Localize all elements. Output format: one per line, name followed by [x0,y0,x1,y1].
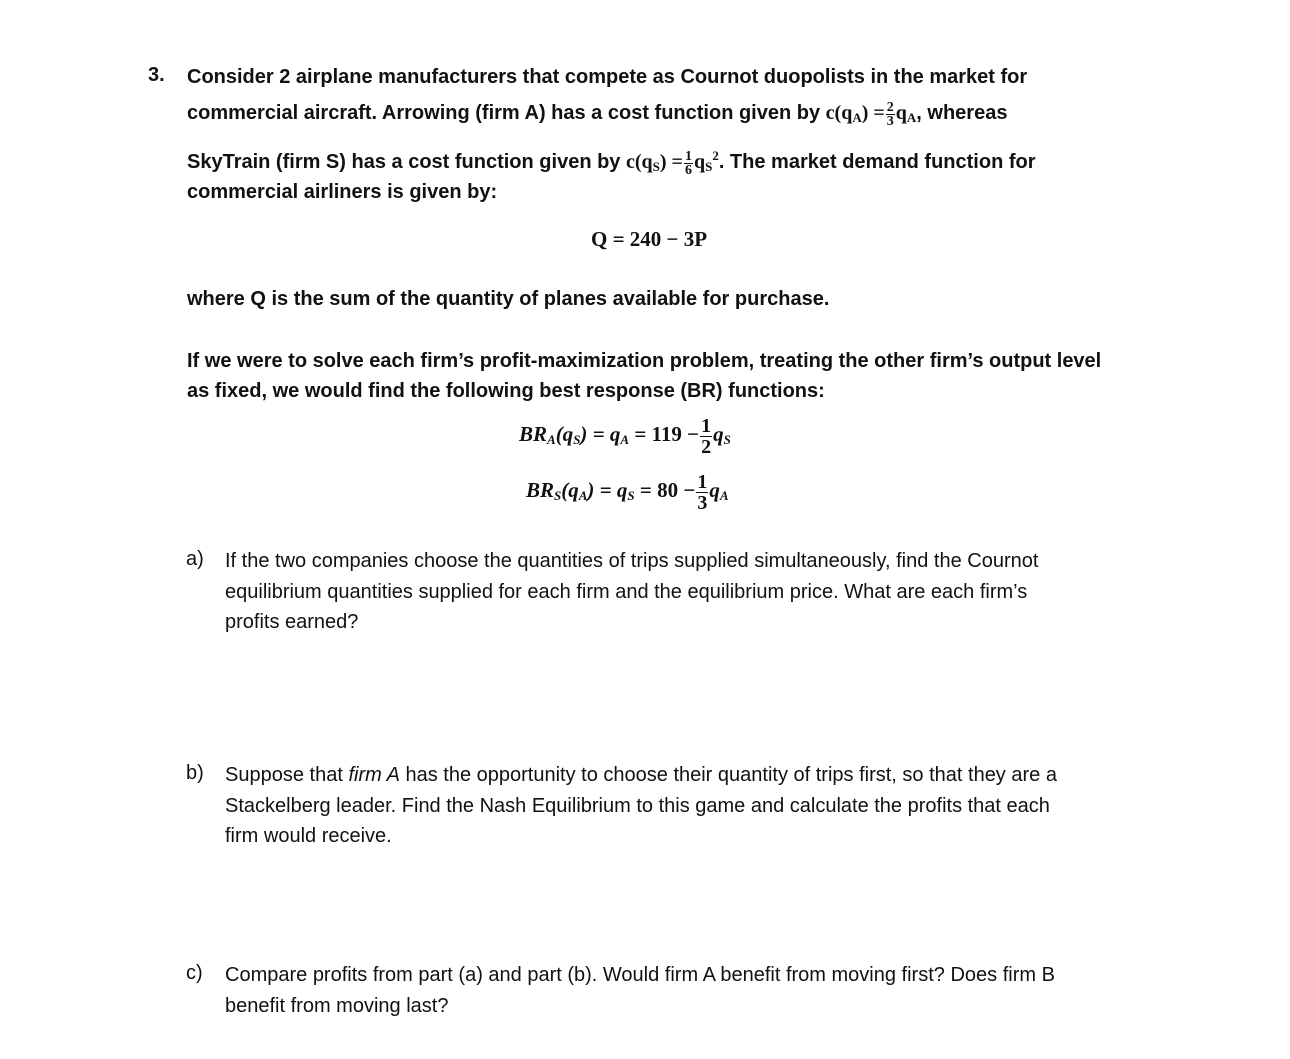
cost-s-c: c(q [625,151,653,173]
cost-a-q: q [895,102,907,124]
cost-a-den: 3 [886,113,894,129]
br-a-den: 2 [701,435,712,458]
cost-a-num: 2 [886,99,894,115]
cost-a-c: c(q [825,102,853,124]
demand-note: where Q is the sum of the quantity of planes available for purchase. [187,288,830,310]
cost-s-close: ) = [659,151,683,173]
br-a-eq: = 119 − [629,422,700,446]
br-s-midsub: S [627,488,635,503]
part-b-line-1 [225,762,1057,788]
br-s-den: 3 [697,491,708,514]
part-b-line-1-emphasis: firm A [348,764,400,786]
demand-equation: Q = 240 − 3P [591,227,708,251]
br-function-a [519,412,731,462]
intro-line-3-end: . The market demand function for [718,151,1036,173]
part-a-line-2: equilibrium quantities supplied for each firm and the equilibrium price. What are each firm’s [225,581,1028,603]
cost-s-q: q [693,151,706,173]
cost-s-den: 6 [684,162,692,178]
cost-s-fraction [684,150,693,177]
part-b-line-3: firm would receive. [225,825,392,847]
cost-a-sub: A [852,110,862,125]
br-s-fraction [696,472,708,513]
part-b-line-1-pre: Suppose that [225,764,349,786]
cost-s-exp: 2 [712,148,719,163]
part-b-line-1-post: has the opportunity to choose their quantity of trips first, so that they are a [399,764,1057,786]
part-a-label: a) [186,548,204,570]
part-c-line-2: benefit from moving last? [225,995,449,1017]
question-number: 3. [148,64,165,86]
part-b-label: b) [186,762,204,784]
cost-s-qsub: S [705,159,713,174]
br-function-s [526,468,728,518]
br-a-num: 1 [701,414,712,437]
br-s-q: q [709,478,720,502]
cost-function-a [825,99,917,129]
part-c-label: c) [186,962,203,984]
intro-line-4: commercial airliners is given by: [187,181,498,203]
intro-line-1: Consider 2 airplane manufacturers that compete as Cournot duopolists in the market for [187,66,1028,88]
br-a-lsub: A [547,432,556,447]
br-s-lhs: BR [526,478,555,502]
br-a-mid: ) = q [580,422,621,446]
part-c-line-1: Compare profits from part (a) and part (b). Would firm A benefit from moving first? Does firm B [225,964,1055,986]
cost-a-close: ) = [861,102,885,124]
br-s-argsub: A [578,488,588,503]
br-s-mid: ) = q [587,478,628,502]
br-a-fraction [700,416,712,457]
br-a-qsub: S [723,432,731,447]
br-a-lhs: BR [519,422,548,446]
br-s-qsub: A [719,488,729,503]
intro-line-2-end: , whereas [916,102,1008,124]
cost-a-qsub: A [906,110,917,125]
br-s-num: 1 [697,470,708,493]
cost-s-sub: S [652,159,660,174]
br-a-midsub: A [620,432,630,447]
br-a-argsub: S [573,432,581,447]
br-intro-line-1: If we were to solve each firm’s profit-maximization problem, treating the other firm’s output level [187,350,1102,372]
br-s-eq: = 80 − [634,478,696,502]
intro-line-2 [187,100,1007,131]
intro-line-2-text: commercial aircraft. Arrowing (firm A) has a cost function given by [187,102,826,124]
cost-a-fraction [886,101,895,128]
cost-s-num: 1 [684,148,692,164]
cost-function-s [625,148,719,178]
br-s-arg: (q [561,478,579,502]
intro-line-3-text: SkyTrain (firm S) has a cost function given by [187,151,626,173]
part-a-line-3: profits earned? [225,611,359,633]
part-a-line-1: If the two companies choose the quantities of trips supplied simultaneously, find the Cournot [225,550,1039,572]
br-intro-line-2: as fixed, we would find the following best response (BR) functions: [187,380,825,402]
intro-line-3 [187,143,1036,180]
br-a-arg: (q [555,422,574,446]
part-b-line-2: Stackelberg leader. Find the Nash Equilibrium to this game and calculate the profits that each [225,795,1050,817]
br-a-q: q [713,422,724,446]
br-s-lsub: S [554,488,562,503]
